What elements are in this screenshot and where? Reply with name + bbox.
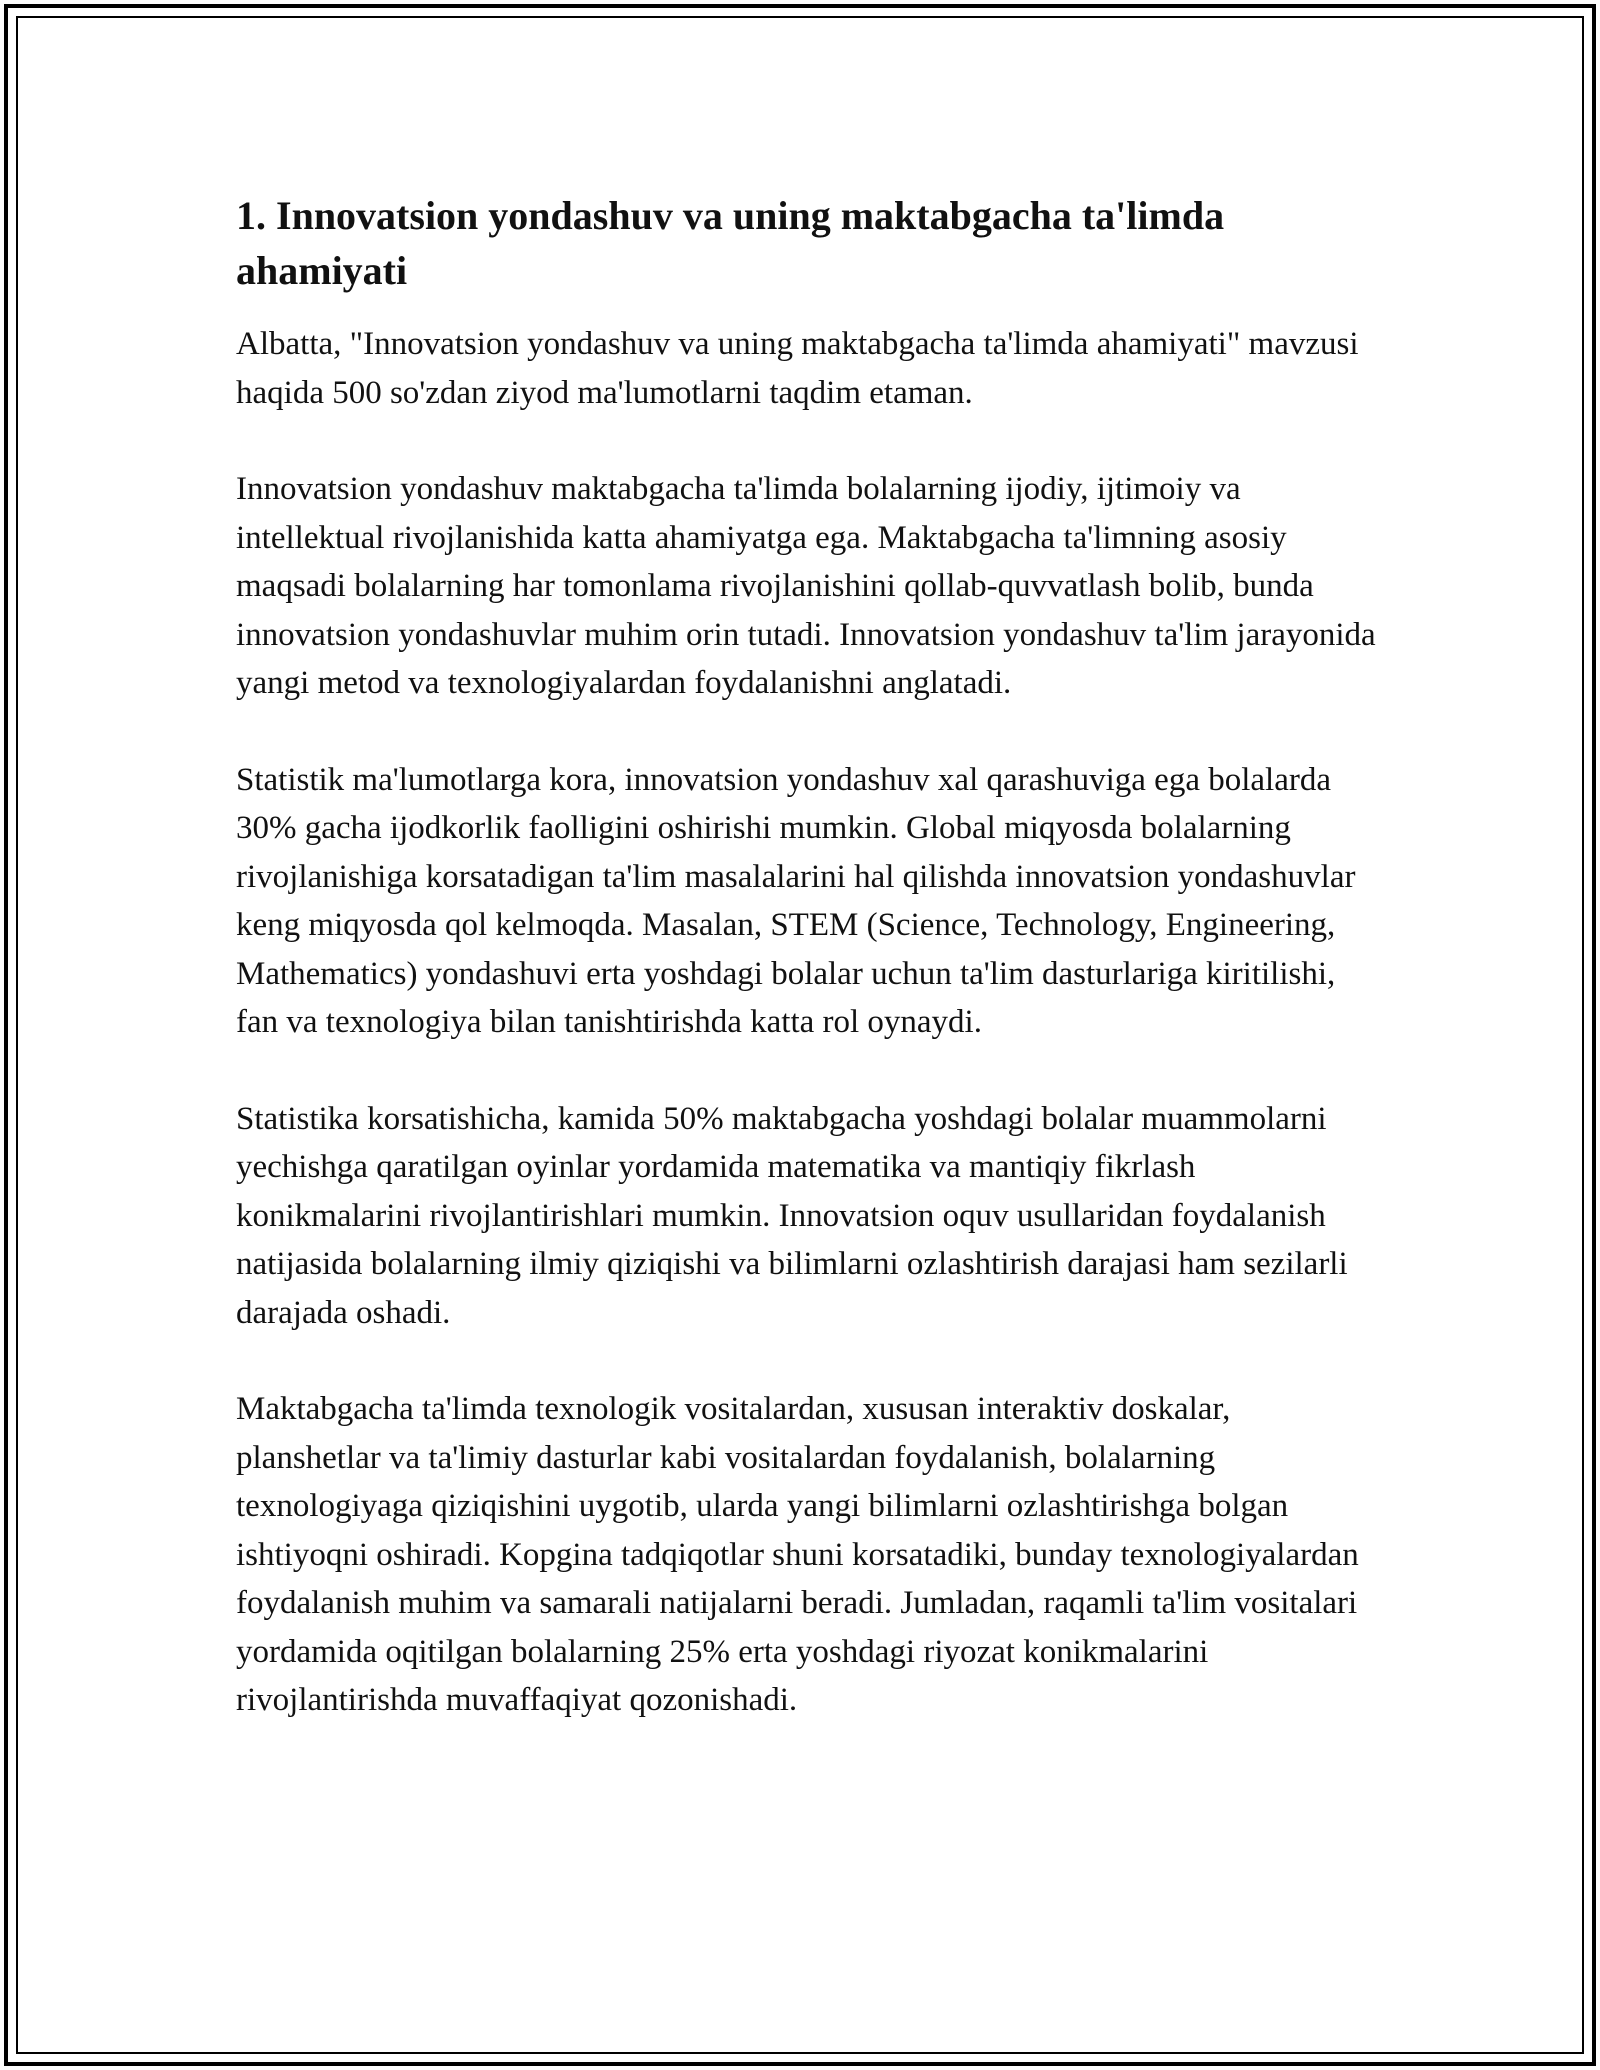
section-heading: 1. Innovatsion yondashuv va uning maktabgacha ta'limda ahamiyati xyxy=(236,193,1225,293)
paragraph-problem-solving: Statistika korsatishicha, kamida 50% maktabgacha yoshdagi bolalar muammolarni yechishga qaratilgan oyinlar yordamida matematika va mantiqiy fikrlash konikmalarini rivojlantirishlari mumkin. Innovatsion oquv usullaridan foydalanish natijasida bolalarning ilmiy qiziqishi va bilimlarni ozlashtirish darajasi ham sezilarli darajada oshadi. xyxy=(236,1100,1348,1331)
paragraph-definition: Innovatsion yondashuv maktabgacha ta'limda bolalarning ijodiy, ijtimoiy va intellektual rivojlanishida katta ahamiyatga ega. Maktabgacha ta'limning asosiy maqsadi bolalarning har tomonlama rivojlanishini qollab-quvvatlash bolib, bunda innovatsion yondashuvlar muhim orin tutadi. Innovatsion yondashuv ta'lim jarayonida yangi metod va texnologiyalardan foydalanishni anglatadi. xyxy=(236,471,1376,701)
paragraph-intro: Albatta, "Innovatsion yondashuv va uning maktabgacha ta'limda ahamiyati" mavzusi haqida 500 so'zdan ziyod ma'lumotlarni taqdim etaman. xyxy=(236,326,1359,411)
paragraph-technology: Maktabgacha ta'limda texnologik vositalardan, xususan interaktiv doskalar, planshetlar va ta'limiy dasturlar kabi vositalardan foydalanish, bolalarning texnologiyaga qiziqishini uygotib, ularda yangi bilimlarni ozlashtirishga bolgan ishtiyoqni oshiradi. Kopgina tadqiqotlar shuni korsatadiki, bunday texnologiyalardan foydalanish muhim va samarali natijalarni beradi. Jumladan, raqamli ta'lim vositalari yordamida oqitilgan bolalarning 25% erta yoshdagi riyozat konikmalarini rivojlantirishda muvaffaqiyat qozonishadi. xyxy=(236,1391,1359,1718)
document-body xyxy=(236,188,1376,1773)
paragraph-statistics: Statistik ma'lumotlarga kora, innovatsion yondashuv xal qarashuviga ega bolalarda 30% gacha ijodkorlik faolligini oshirishi mumkin. Global miqyosda bolalarning rivojlanishiga korsatadigan ta'lim masalalarini hal qilishda innovatsion yondashuvlar keng miqyosda qol kelmoqda. Masalan, STEM (Science, Technology, Engineering, Mathematics) yondashuvi erta yoshdagi bolalar uchun ta'lim dasturlariga kiritilishi, fan va texnologiya bilan tanishtirishda katta rol oynaydi. xyxy=(236,761,1356,1040)
